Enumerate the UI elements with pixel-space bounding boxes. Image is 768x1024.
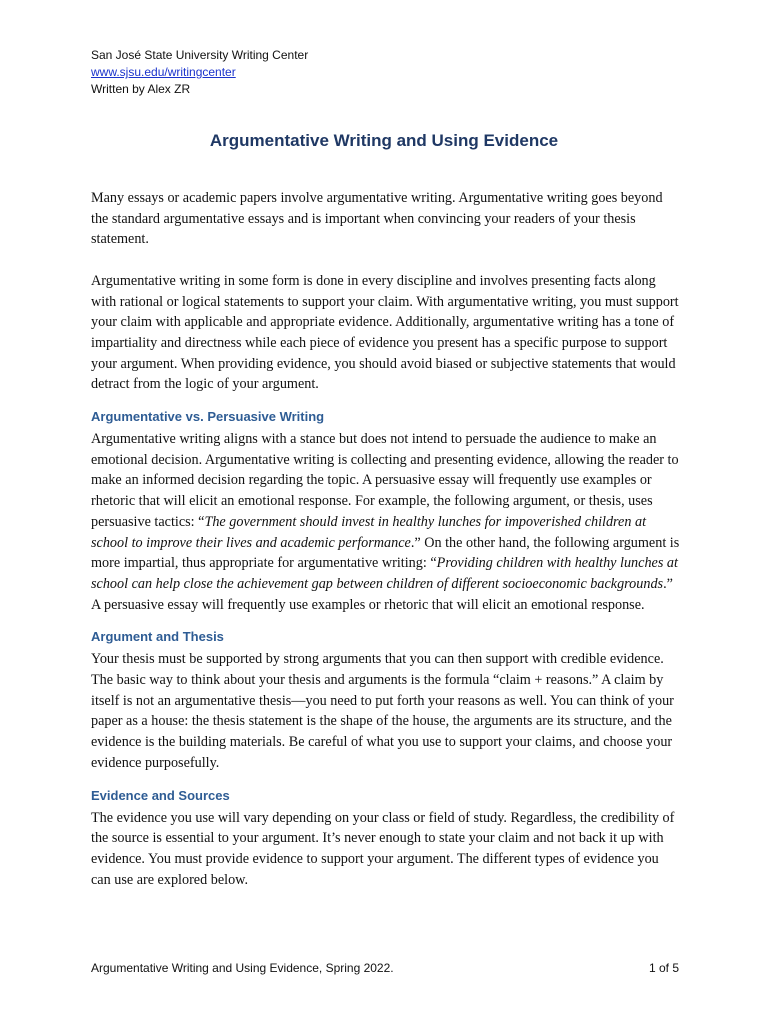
- intro-paragraph-1: Many essays or academic papers involve argumentative writing. Argumentative writing goes beyond the standard argumentative essays and is important when convincing your readers of your thesis statement.: [91, 190, 663, 248]
- vs-text-2: .” On the other hand, the following argument is more impartial, thus appropriate for argumentative writing: “: [91, 534, 680, 572]
- document-body: [91, 188, 681, 890]
- section-body-argument-and-thesis: Your thesis must be supported by strong arguments that you can then support with credible evidence. The basic way to think about your thesis and arguments is the formula “claim + reasons.” A claim by itself is not an argumentative thesis—you need to put forth your reasons as well. You can think of your paper as a house: the thesis statement is the shape of the house, the arguments are its structure, and the evidence is the building materials. Be careful of what you use to support your claims, and choose your evidence purposefully.: [91, 651, 674, 771]
- footer-title: Argumentative Writing and Using Evidence, Spring 2022.: [91, 961, 394, 975]
- section-heading-evidence-and-sources: Evidence and Sources: [91, 787, 230, 803]
- author-line: Written by Alex ZR: [91, 82, 191, 96]
- page-title: Argumentative Writing and Using Evidence: [209, 131, 559, 150]
- section-heading-argumentative-vs-persuasive: Argumentative vs. Persuasive Writing: [91, 409, 325, 425]
- persuasive-thesis-quote: The government should invest in healthy lunches for impoverished children at school to improve their lives and academic performance: [91, 513, 647, 551]
- org-name: San José State University Writing Center: [91, 48, 309, 62]
- document-header: [91, 47, 308, 98]
- vs-text-3: .” A persuasive essay will frequently use examples or rhetoric that will elicit an emotional response.: [91, 575, 673, 613]
- vs-text-1: Argumentative writing aligns with a stance but does not intend to persuade the audience to make an emotional decision. Argumentative writing is collecting and presenting evidence, allowing the reader to make an informed decision regarding the topic. A persuasive essay will frequently use examples or rhetoric that will elicit an emotional response. For example, the following argument, or thesis, uses persuasive tactics: “: [91, 431, 679, 530]
- section-heading-argument-and-thesis: Argument and Thesis: [91, 629, 224, 645]
- page-number: 1 of 5: [648, 961, 679, 975]
- section-body-evidence-and-sources: The evidence you use will vary depending on your class or field of study. Regardless, the credibility of the source is essential to your argument. It’s never enough to state your claim and not back it up with evidence. You must provide evidence to support your argument. The different types of evidence you can use are explored below.: [91, 809, 675, 888]
- page-footer: [91, 960, 679, 976]
- argumentative-thesis-quote: Providing children with healthy lunches at school can help close the achievement gap between children of different socioeconomic backgrounds: [91, 555, 678, 592]
- writing-center-link[interactable]: www.sjsu.edu/writingcenter: [91, 65, 236, 79]
- section-body-argumentative-vs-persuasive: [91, 429, 681, 615]
- intro-paragraph-2: Argumentative writing in some form is done in every discipline and involves presenting facts along with rational or logical statements to support your claim. With argumentative writing, you must support your claim with applicable and appropriate evidence. Additionally, argumentative writing has a tone of impartiality and directness while each piece of evidence you present has a specific purpose to support your argument. When providing evidence, you should avoid biased or subjective statements that would detract from the logic of your argument.: [91, 272, 679, 393]
